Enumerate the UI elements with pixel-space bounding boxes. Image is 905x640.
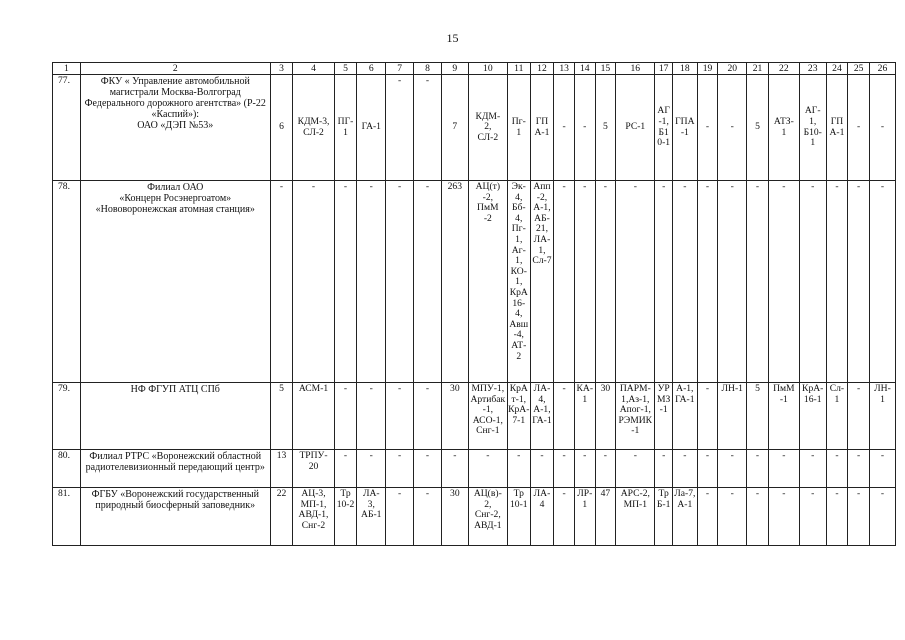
table-cell (655, 181, 673, 383)
table-cell (616, 488, 655, 546)
cell-text: ЛА- 3, АБ-1 (361, 488, 382, 521)
cell-text: 7 (452, 121, 458, 133)
table-cell (595, 75, 616, 181)
column-number: 9 (441, 63, 468, 75)
table-cell (826, 75, 848, 181)
cell-text: - (398, 450, 402, 461)
table-cell (414, 75, 442, 181)
organization-name (80, 488, 270, 546)
table-cell (697, 450, 718, 488)
cell-text: ГПА -1 (675, 115, 695, 138)
table-cell (869, 488, 895, 546)
cell-text: - (425, 488, 430, 499)
cell-text: - (880, 488, 885, 499)
table-cell (768, 488, 799, 546)
table-cell (574, 181, 595, 383)
cell-text: Эк- 4, Бб- 4, Пг- 1, Аг- 1, КО- 1, КрА 16- 4, Авш -4, АТ- 2 (509, 181, 529, 362)
cell-text: А-1, ГА-1 (675, 383, 695, 405)
table-cell (655, 488, 673, 546)
table-cell (507, 75, 530, 181)
table-cell (616, 383, 655, 450)
cell-text: ГП А-1 (534, 115, 550, 138)
column-number: 16 (616, 63, 655, 75)
cell-text: - (730, 181, 734, 192)
cell-text: АЦ-3, МП-1, АВД-1, Снг-2 (298, 488, 329, 531)
cell-text: - (633, 181, 637, 192)
table-cell (530, 75, 554, 181)
table-cell (530, 488, 554, 546)
table-cell (869, 450, 895, 488)
column-number: 23 (799, 63, 826, 75)
table-cell (672, 75, 697, 181)
table-cell (357, 181, 386, 383)
table-cell (869, 181, 895, 383)
table-cell (826, 488, 848, 546)
cell-text: - (603, 181, 607, 192)
table-cell (334, 383, 357, 450)
table-row (53, 75, 896, 181)
cell-text: - (705, 383, 710, 394)
cell-text: ЛН- 1 (874, 383, 891, 405)
cell-text: - (583, 450, 587, 461)
cell-text: КДМ- 2, СЛ-2 (475, 110, 501, 143)
row-number (53, 383, 81, 450)
cell-text: - (755, 450, 760, 461)
cell-text: - (782, 488, 786, 499)
cell-text: - (369, 383, 373, 394)
cell-text: - (562, 383, 566, 394)
table-cell (270, 450, 293, 488)
cell-text: Тр Б-1 (656, 488, 671, 510)
row-number (53, 450, 81, 488)
table-cell (386, 488, 414, 546)
cell-text: - (398, 383, 402, 394)
cell-text: 77. (58, 75, 70, 86)
table-cell (718, 450, 747, 488)
table-cell (574, 488, 595, 546)
column-number: 21 (747, 63, 769, 75)
table-cell (468, 383, 507, 450)
table-cell (270, 75, 293, 181)
table-cell (869, 383, 895, 450)
table-cell (697, 181, 718, 383)
cell-text: 263 (447, 181, 462, 192)
table-cell (530, 383, 554, 450)
table-cell (672, 383, 697, 450)
cell-text: - (705, 450, 710, 461)
cell-text: - (662, 450, 666, 461)
cell-text: АСМ-1 (298, 383, 329, 394)
cell-text: 5 (602, 121, 608, 133)
table-cell (747, 383, 769, 450)
table-body (53, 75, 896, 546)
cell-text: - (730, 488, 734, 499)
cell-text: КА- 1 (576, 383, 594, 405)
cell-text: - (517, 450, 521, 461)
table-cell (697, 75, 718, 181)
table-cell (768, 75, 799, 181)
table-row (53, 450, 896, 488)
table-cell (386, 383, 414, 450)
cell-text: Тр 10-1 (509, 488, 528, 510)
table-cell (616, 450, 655, 488)
cell-text: - (633, 450, 637, 461)
table-cell (595, 488, 616, 546)
table-cell (357, 75, 386, 181)
cell-text: Ла-7, А-1 (674, 488, 696, 510)
table-cell (414, 450, 442, 488)
table-cell (441, 383, 468, 450)
table-cell (270, 383, 293, 450)
column-number: 17 (655, 63, 673, 75)
column-number: 20 (718, 63, 747, 75)
cell-text: - (398, 75, 402, 86)
cell-text: 13 (276, 450, 287, 461)
cell-text: - (343, 383, 348, 394)
cell-text: - (835, 488, 839, 499)
table-cell (616, 75, 655, 181)
table-cell (554, 75, 575, 181)
table-cell (293, 75, 334, 181)
cell-text: - (369, 181, 373, 192)
table-cell (655, 450, 673, 488)
cell-text: ПАРМ- 1,Аз-1, Апог-1, РЭМИК -1 (618, 383, 653, 437)
cell-text: АЦ(т) -2, ПмМ -2 (475, 181, 501, 224)
table-cell (574, 75, 595, 181)
organization-name (80, 75, 270, 181)
column-number: 11 (507, 63, 530, 75)
cell-text: - (880, 121, 885, 133)
cell-text: Филиал РТРС «Воронежский областной радиотелевизионный передающий центр» (85, 451, 265, 473)
cell-text: 30 (450, 383, 460, 394)
table-cell (554, 488, 575, 546)
organization-name (80, 383, 270, 450)
table-cell (655, 383, 673, 450)
cell-text: - (683, 181, 687, 192)
table-cell (826, 181, 848, 383)
table-cell (507, 450, 530, 488)
cell-text: ПГ- 1 (337, 115, 354, 138)
table-cell (718, 181, 747, 383)
table-cell (468, 75, 507, 181)
column-number: 24 (826, 63, 848, 75)
organization-name (80, 181, 270, 383)
cell-text: - (540, 450, 544, 461)
table-row (53, 181, 896, 383)
cell-text: АГ- 1, Б10- 1 (803, 105, 822, 149)
cell-text: - (683, 450, 687, 461)
cell-text: 5 (755, 383, 760, 394)
cell-text: НФ ФГУП АТЦ СПб (130, 384, 220, 395)
cell-text: ГП А-1 (829, 115, 845, 138)
column-number: 19 (697, 63, 718, 75)
table-cell (768, 383, 799, 450)
table-cell (334, 450, 357, 488)
page-number: 15 (446, 31, 459, 45)
table-cell (718, 488, 747, 546)
cell-text: - (755, 181, 760, 192)
cell-text: - (486, 450, 490, 461)
table-cell (595, 181, 616, 383)
table-cell (386, 450, 414, 488)
cell-text: 30 (600, 383, 611, 394)
table-cell (468, 488, 507, 546)
table-cell (270, 488, 293, 546)
row-number (53, 181, 81, 383)
cell-text: МПУ-1, Артибак -1, АСО-1, Снг-1 (470, 383, 506, 437)
cell-text: 47 (600, 488, 611, 499)
table-row (53, 488, 896, 546)
table-cell (414, 383, 442, 450)
cell-text: - (583, 121, 587, 133)
table-cell (718, 75, 747, 181)
cell-text: 6 (279, 121, 284, 133)
column-number: 25 (848, 63, 870, 75)
cell-text: - (755, 488, 760, 499)
table-cell (530, 450, 554, 488)
column-number: 14 (574, 63, 595, 75)
header-row (53, 63, 896, 75)
cell-text: - (562, 181, 566, 192)
cell-text: - (583, 181, 587, 192)
column-number: 26 (869, 63, 895, 75)
cell-text: - (730, 121, 734, 133)
table-cell (293, 450, 334, 488)
column-number: 22 (768, 63, 799, 75)
table-cell (672, 488, 697, 546)
cell-text: 80. (58, 450, 70, 461)
table-cell (507, 383, 530, 450)
cell-text: ЛА- 4 (533, 488, 551, 510)
table-cell (826, 383, 848, 450)
cell-text: - (343, 181, 348, 192)
table-cell (293, 181, 334, 383)
organization-name (80, 450, 270, 488)
cell-text: ЛР- 1 (577, 488, 593, 510)
table-cell (768, 450, 799, 488)
cell-text: АРС-2, МП-1 (620, 488, 650, 510)
cell-text: КДМ-3, СЛ-2 (297, 115, 330, 138)
column-number: 5 (334, 63, 357, 75)
table-cell (334, 181, 357, 383)
row-number (53, 488, 81, 546)
table-cell (747, 450, 769, 488)
table-cell (507, 181, 530, 383)
column-number: 4 (293, 63, 334, 75)
cell-text: - (343, 450, 348, 461)
cell-text: - (453, 450, 457, 461)
table-cell (507, 488, 530, 546)
table-cell (799, 181, 826, 383)
table-cell (869, 75, 895, 181)
cell-text: 5 (279, 383, 284, 394)
table-cell (386, 75, 414, 181)
cell-text: 30 (450, 488, 460, 499)
table-cell (357, 450, 386, 488)
table-cell (747, 181, 769, 383)
cell-text: ФКУ « Управление автомобильной магистрали Москва-Волгоград Федерального дорожного агентства» (Р-22 «Каспий»): ОАО «ДЭП №53» (84, 76, 266, 131)
table-cell (616, 181, 655, 383)
column-number: 2 (80, 63, 270, 75)
table-cell (848, 181, 870, 383)
cell-text: - (880, 450, 885, 461)
table-cell (747, 488, 769, 546)
cell-text: Филиал ОАО «Концерн Росэнергоатом» «Нововоронежская атомная станция» (95, 182, 255, 215)
table-cell (554, 181, 575, 383)
cell-text: - (398, 488, 402, 499)
table-cell (414, 181, 442, 383)
cell-text: - (562, 488, 566, 499)
cell-text: - (311, 181, 316, 192)
table-cell (747, 75, 769, 181)
cell-text: АГ -1, Б1 0-1 (657, 105, 671, 149)
column-number: 15 (595, 63, 616, 75)
cell-text: - (425, 450, 430, 461)
cell-text: - (811, 450, 815, 461)
cell-text: ТРПУ- 20 (299, 450, 328, 472)
cell-text: УР МЗ -1 (657, 383, 671, 416)
table-cell (357, 383, 386, 450)
table-cell (414, 488, 442, 546)
table-cell (334, 488, 357, 546)
cell-text: 78. (58, 181, 70, 192)
table-cell (826, 450, 848, 488)
cell-text: ЛА- 4, А-1, ГА-1 (532, 383, 552, 426)
cell-text: КрА т-1, КрА- 7-1 (508, 383, 530, 426)
table-cell (554, 383, 575, 450)
cell-text: - (857, 181, 861, 192)
cell-text: - (835, 181, 839, 192)
table-cell (293, 488, 334, 546)
table-row (53, 383, 896, 450)
table-cell (697, 488, 718, 546)
table-cell (441, 181, 468, 383)
cell-text: - (562, 450, 566, 461)
cell-text: - (603, 450, 607, 461)
table-cell (672, 181, 697, 383)
cell-text: 22 (276, 488, 287, 499)
cell-text: - (782, 450, 786, 461)
cell-text: - (705, 488, 710, 499)
table-cell (441, 75, 468, 181)
table-cell (768, 181, 799, 383)
cell-text: - (705, 121, 710, 133)
column-number: 18 (672, 63, 697, 75)
table-cell (270, 181, 293, 383)
table-cell (799, 75, 826, 181)
table-cell (799, 383, 826, 450)
table-cell (848, 383, 870, 450)
table-cell (357, 488, 386, 546)
table-cell (554, 450, 575, 488)
table-cell (441, 488, 468, 546)
cell-text: Апп -2, А-1, АБ- 21, ЛА- 1, Сл-7 (532, 181, 552, 267)
cell-text: - (857, 121, 861, 133)
cell-text: - (562, 121, 566, 133)
cell-text: - (425, 383, 430, 394)
cell-text: Сл- 1 (829, 383, 845, 405)
column-number: 6 (357, 63, 386, 75)
cell-text: Тр 10-2 (336, 488, 355, 510)
cell-text: - (425, 181, 430, 192)
column-number: 3 (270, 63, 293, 75)
column-number: 1 (53, 63, 81, 75)
cell-text: ПмМ -1 (773, 383, 795, 405)
table-cell (293, 383, 334, 450)
table-cell (799, 450, 826, 488)
cell-text: - (857, 383, 861, 394)
cell-text: АЦ(в)- 2, Снг-2, АВД-1 (473, 488, 502, 531)
cell-text: 5 (755, 121, 760, 133)
cell-text: - (425, 75, 430, 86)
cell-text: Пг- 1 (511, 115, 526, 138)
column-number: 7 (386, 63, 414, 75)
cell-text: - (880, 181, 885, 192)
column-number: 8 (414, 63, 442, 75)
cell-text: - (279, 181, 284, 192)
cell-text: - (662, 181, 666, 192)
cell-text: ГА-1 (361, 121, 381, 133)
cell-text: - (857, 450, 861, 461)
table-cell (574, 383, 595, 450)
cell-text: 79. (58, 383, 70, 394)
cell-text: - (782, 181, 786, 192)
table-cell (672, 450, 697, 488)
cell-text: АТЗ- 1 (773, 115, 794, 138)
cell-text: - (811, 488, 815, 499)
cell-text: - (398, 181, 402, 192)
equipment-table (52, 62, 896, 546)
table-cell (655, 75, 673, 181)
table-cell (530, 181, 554, 383)
cell-text: ФГБУ «Воронежский государственный природный биосферный заповедник» (91, 489, 259, 511)
table-cell (468, 450, 507, 488)
cell-text: - (730, 450, 734, 461)
cell-text: - (857, 488, 861, 499)
cell-text: ЛН-1 (721, 383, 743, 394)
table-cell (595, 383, 616, 450)
column-number: 12 (530, 63, 554, 75)
table-cell (848, 75, 870, 181)
cell-text: - (835, 450, 839, 461)
table-cell (334, 75, 357, 181)
cell-text: 81. (58, 488, 70, 499)
column-number: 10 (468, 63, 507, 75)
cell-text: - (811, 181, 815, 192)
table-cell (441, 450, 468, 488)
table-cell (848, 450, 870, 488)
cell-text: КрА- 16-1 (802, 383, 824, 405)
cell-text: - (369, 450, 373, 461)
table-cell (848, 488, 870, 546)
column-number: 13 (554, 63, 575, 75)
table-cell (468, 181, 507, 383)
table-cell (718, 383, 747, 450)
table-cell (697, 383, 718, 450)
cell-text: - (705, 181, 710, 192)
cell-text: РС-1 (625, 121, 646, 133)
table-cell (595, 450, 616, 488)
table-cell (799, 488, 826, 546)
table-cell (386, 181, 414, 383)
table-cell (574, 450, 595, 488)
row-number (53, 75, 81, 181)
